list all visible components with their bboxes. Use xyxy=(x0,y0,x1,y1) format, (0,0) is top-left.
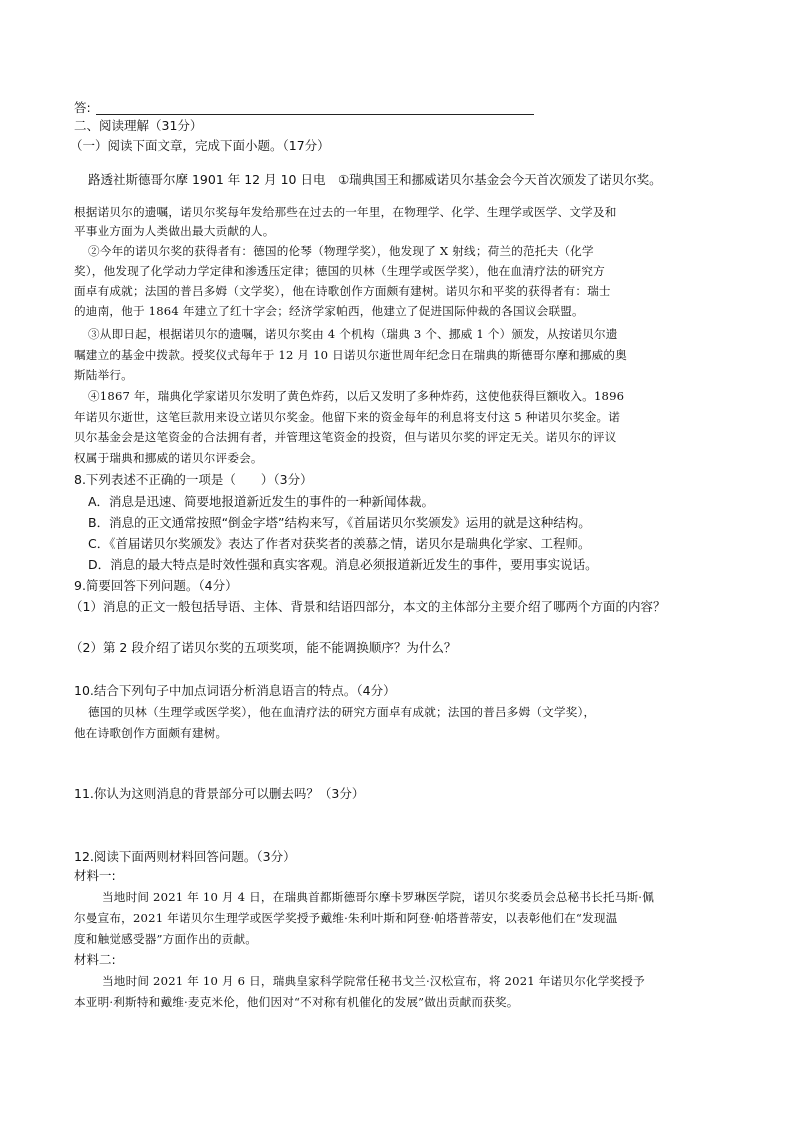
q12-material2-line: 当地时间 2021 年 10 月 6 日，瑞典皇家科学院常任秘书戈兰·汉松宣布，将 2021 年诺贝尔化学奖授予 xyxy=(102,974,645,988)
article-p2-line: 面卓有成就；法国的普吕多姆（文学奖），他在诗歌创作方面颇有建树。诺贝尔和平奖的获得者有：瑞士 xyxy=(74,284,611,298)
q10-quote-line: 他在诗歌创作方面颇有建树。 xyxy=(74,726,228,740)
q12-stem: 12.阅读下面两则材料回答问题。（3分） xyxy=(74,849,296,864)
q9-stem: 9.简要回答下列问题。（4分） xyxy=(74,578,238,593)
article-p2-line: 的迪南，他于 1864 年建立了红十字会；经济学家帕西，他建立了促进国际仲裁的各国议会联盟。 xyxy=(74,304,584,318)
answer-line xyxy=(96,114,534,115)
section-title: 二、阅读理解（31分） xyxy=(74,118,203,133)
part-intro: （一）阅读下面文章，完成下面小题。（17分） xyxy=(70,138,330,153)
q9-sub1: （1）消息的正文一般包括导语、主体、背景和结语四部分，本文的主体部分主要介绍了哪两个方面的内容？ xyxy=(70,599,666,614)
article-p4-line: ④1867 年，瑞典化学家诺贝尔发明了黄色炸药，以后又发明了多种炸药，这使他获得巨额收入。1896 xyxy=(88,389,625,403)
q8-option-a: A．消息是迅速、简要地报道新近发生的事件的一种新闻体裁。 xyxy=(88,494,435,509)
article-p4-line: 权属于瑞典和挪威的诺贝尔评委会。 xyxy=(74,451,263,465)
q8-option-d: D．消息的最大特点是时效性强和真实客观。消息必须报道新近发生的事件，要用事实说话。 xyxy=(88,557,598,572)
q9-sub2: （2）第 2 段介绍了诺贝尔奖的五项奖项，能不能调换顺序？为什么？ xyxy=(70,640,457,655)
article-p3-line: 斯陆举行。 xyxy=(74,368,133,382)
article-p3-line: 嘱建立的基金中拨款。授奖仪式每年于 12 月 10 日诺贝尔逝世周年纪念日在瑞典的斯德哥尔摩和挪威的奥 xyxy=(74,348,627,362)
article-dateline: 路透社斯德哥尔摩 1901 年 12 月 10 日电 ①瑞典国王和挪威诺贝尔基金会今天首次颁发了诺贝尔奖。 xyxy=(88,172,662,187)
article-p1-line: 根据诺贝尔的遗嘱，诺贝尔奖每年发给那些在过去的一年里，在物理学、化学、生理学或医学、文学及和 xyxy=(74,205,617,219)
article-p3-line: ③从即日起，根据诺贝尔的遗嘱，诺贝尔奖由 4 个机构（瑞典 3 个、挪威 1 个）颁发，从按诺贝尔遗 xyxy=(88,327,618,341)
q8-stem: 8.下列表述不正确的一项是（ ）（3分） xyxy=(74,472,313,487)
article-p4-line: 年诺贝尔逝世，这笔巨款用来设立诺贝尔奖金。他留下来的资金每年的利息将支付这 5 种诺贝尔奖金。诺 xyxy=(74,410,621,424)
article-p2-line: ②今年的诺贝尔奖的获得者有：德国的伦琴（物理学奖），他发现了 X 射线；荷兰的范托夫（化学 xyxy=(88,244,594,258)
article-p1-line: 平事业方面为人类做出最大贡献的人。 xyxy=(74,224,275,238)
q12-material1-line: 度和触觉感受器”方面作出的贡献。 xyxy=(74,932,258,946)
q12-material1-line: 当地时间 2021 年 10 月 4 日，在瑞典首都斯德哥尔摩卡罗琳医学院，诺贝尔奖委员会总秘书长托马斯·佩 xyxy=(102,890,654,904)
q8-option-c: C．《首届诺贝尔奖颁发》表达了作者对获奖者的羡慕之情，诺贝尔是瑞典化学家、工程师。 xyxy=(88,536,591,551)
article-p4-line: 贝尔基金会是这笔资金的合法拥有者，并管理这笔资金的投资，但与诺贝尔奖的评定无关。诺贝尔的评议 xyxy=(74,430,617,444)
q8-option-b: B．消息的正文通常按照“倒金字塔”结构来写，《首届诺贝尔奖颁发》运用的就是这种结构。 xyxy=(88,515,591,530)
q12-material1-line: 尔曼宣布，2021 年诺贝尔生理学或医学奖授予戴维·朱利叶斯和阿登·帕塔普蒂安，以表彰他们在“发现温 xyxy=(74,911,618,925)
article-p2-line: 奖），他发现了化学动力学定律和渗透压定律；德国的贝林（生理学或医学奖），他在血清疗法的研究方 xyxy=(74,264,605,278)
q12-material2-label: 材料二: xyxy=(74,952,116,967)
answer-label: 答: xyxy=(74,100,91,115)
q12-material2-line: 本亚明·利斯特和戴维·麦克米伦，他们因对“不对称有机催化的发展”做出贡献而获奖。 xyxy=(74,995,519,1009)
q12-material1-label: 材料一: xyxy=(74,868,116,883)
q10-stem: 10.结合下列句子中加点词语分析消息语言的特点。（4分） xyxy=(74,683,396,698)
q11-stem: 11.你认为这则消息的背景部分可以删去吗？（3分） xyxy=(74,786,365,801)
q10-quote-line: 德国的贝林（生理学或医学奖），他在血清疗法的研究方面卓有成就；法国的普吕多姆（文学奖）， xyxy=(88,705,596,719)
